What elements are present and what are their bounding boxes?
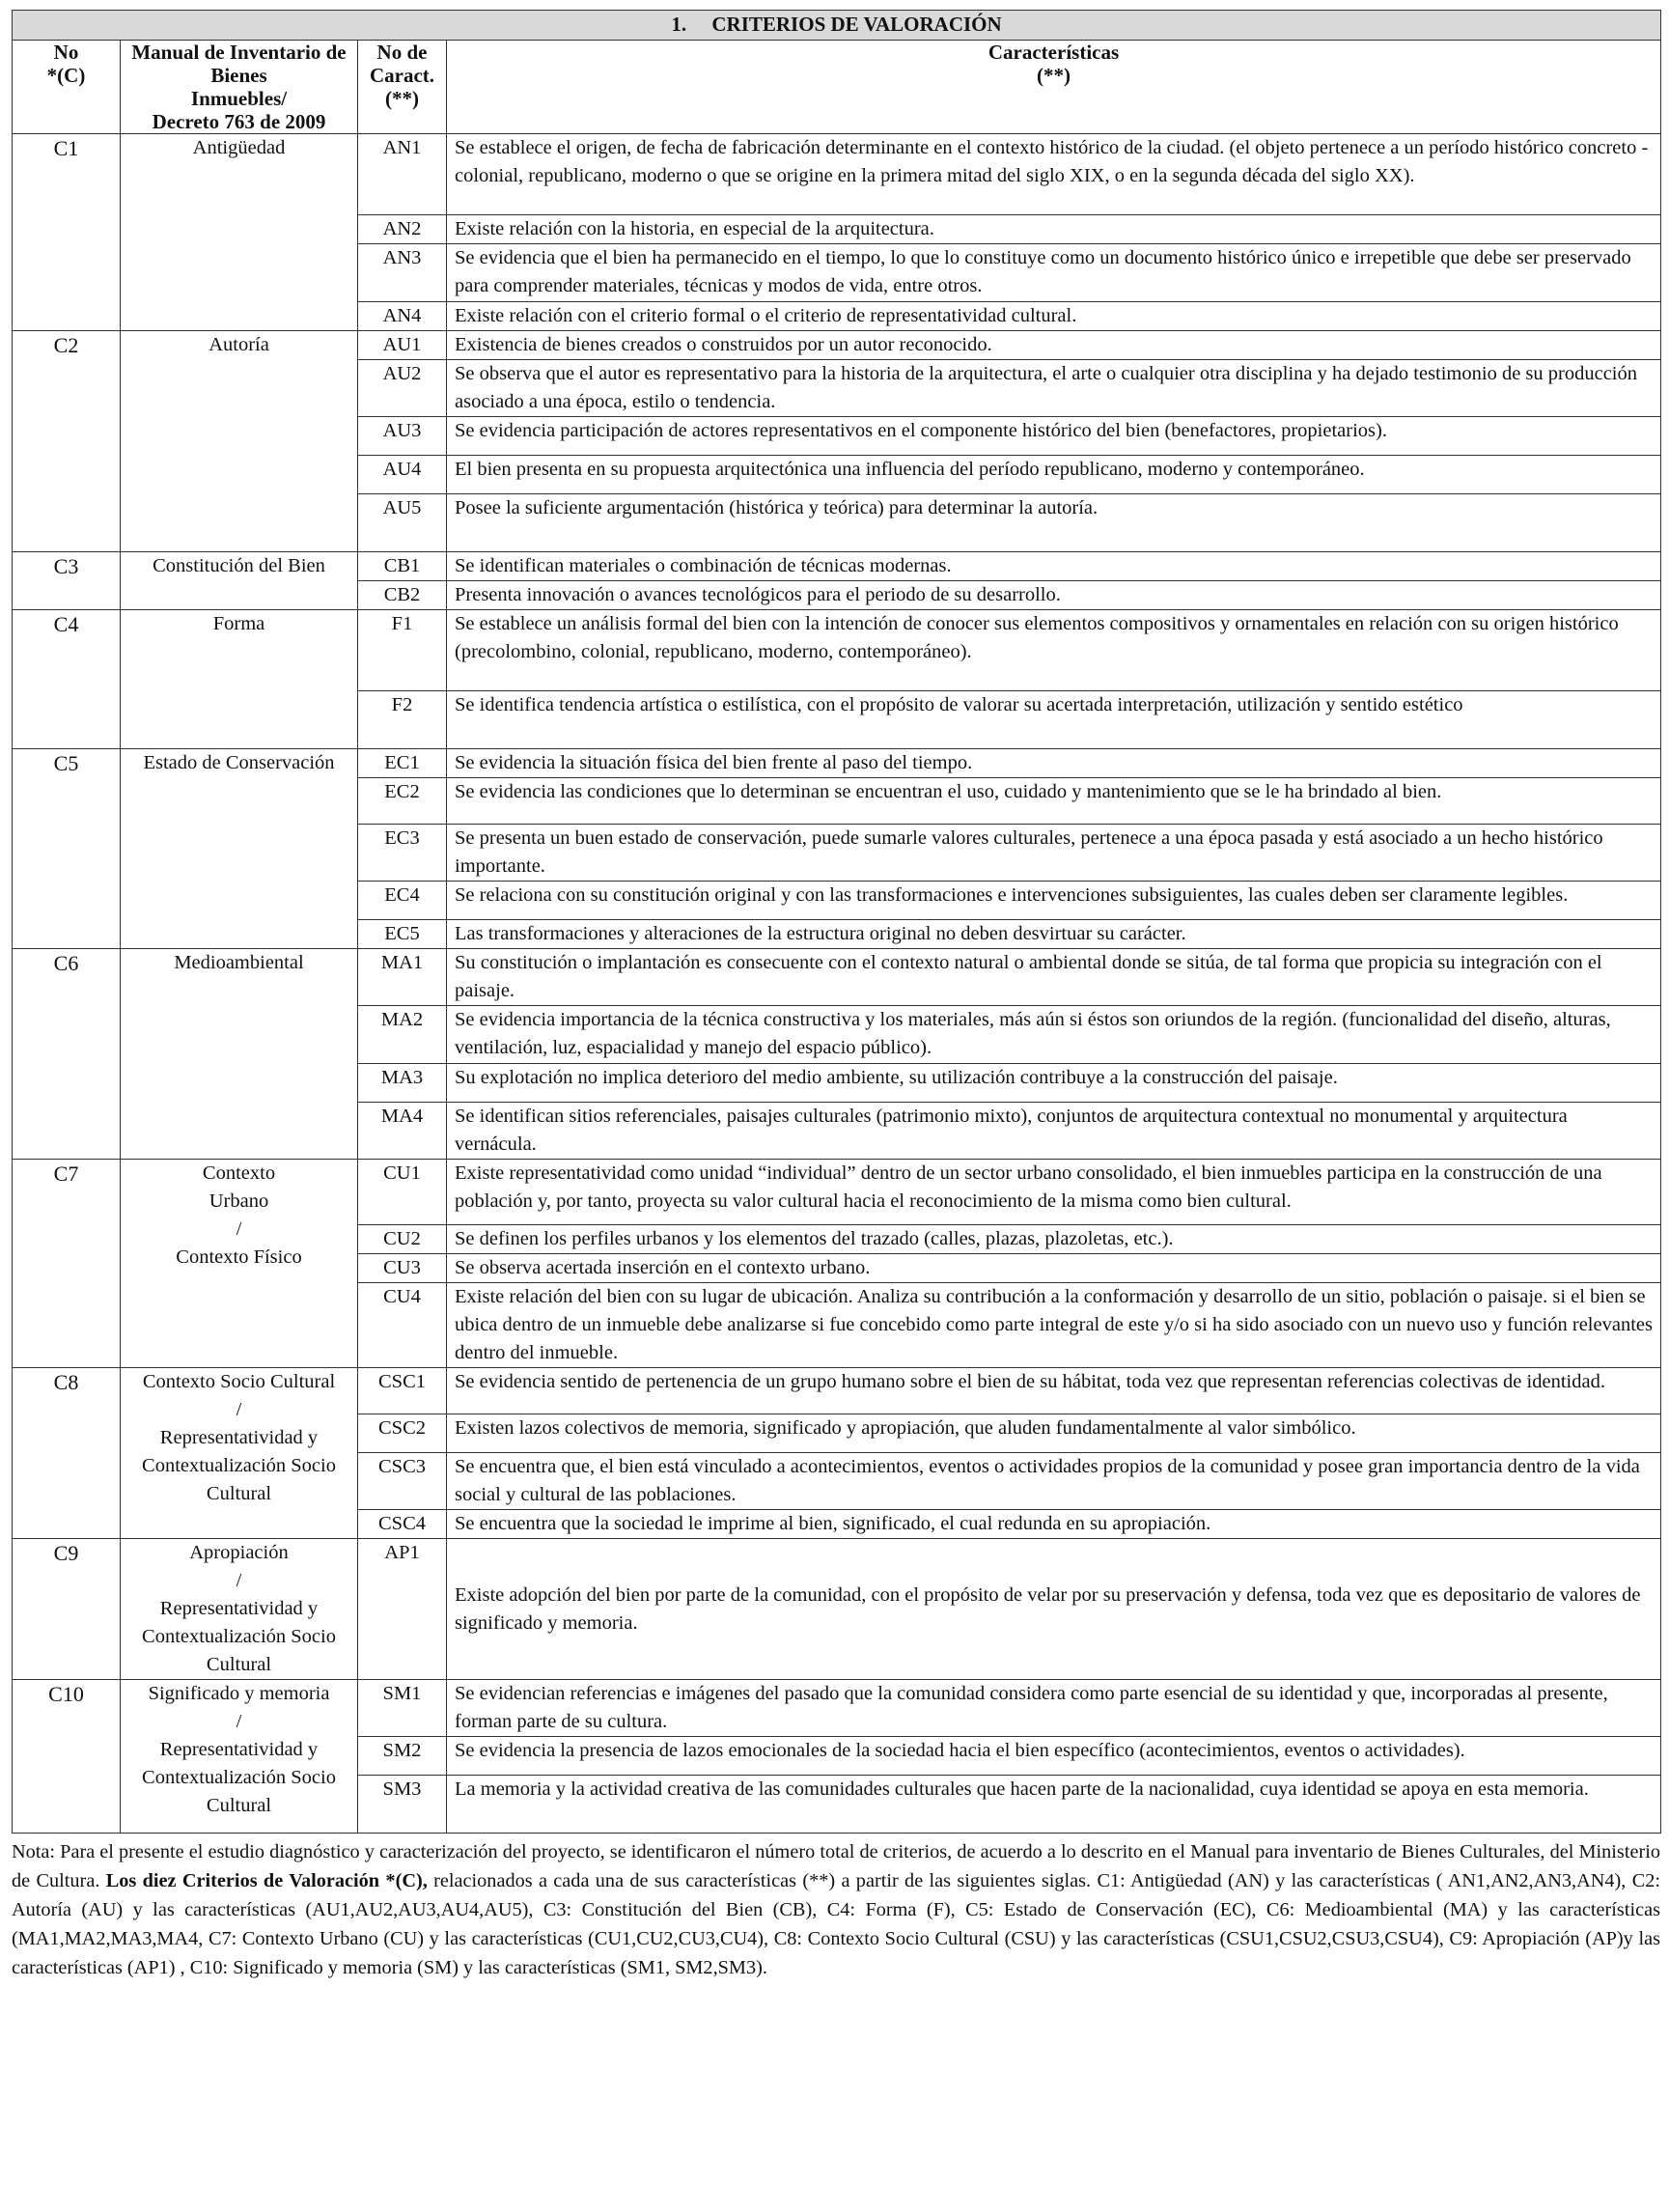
table-row [13,134,1661,215]
criterion-manual-line: Contextualización Socio Cultural [142,1455,336,1504]
header-no-line: *(C) [46,64,86,87]
characteristic-code: MA2 [358,1006,447,1064]
criterion-manual-line: Autoría [209,334,269,355]
criterion-manual-line: Significado y memoria [148,1683,330,1704]
criterion-manual-line: Representatividad y [159,1427,319,1448]
characteristic-description: Existe relación con el criterio formal o el criterio de representatividad cultural. [447,302,1661,331]
criterion-number: C2 [13,331,121,552]
criterion-manual-line: / [236,1218,242,1240]
criterion-manual-line: Constitución del Bien [153,555,325,576]
criterion-number: C9 [13,1539,121,1680]
criterion-manual-name [121,1680,358,1834]
characteristic-description: Se definen los perfiles urbanos y los elementos del trazado (calles, plazas, plazoletas, etc.). [447,1225,1661,1254]
characteristic-code: MA1 [358,949,447,1006]
table-row [13,610,1661,691]
criterion-manual-name [121,1539,358,1680]
characteristic-code: CU2 [358,1225,447,1254]
characteristic-description: Se evidencia participación de actores representativos en el componente histórico del bien (benefactores, propietarios). [447,417,1661,456]
characteristic-description: Se evidencia sentido de pertenencia de un grupo humano sobre el bien de su hábitat, toda vez que representan referencias colectivas de identidad. [447,1368,1661,1414]
characteristic-code: AN1 [358,134,447,215]
characteristic-description: Presenta innovación o avances tecnológicos para el periodo de su desarrollo. [447,581,1661,610]
characteristic-description: Se evidencian referencias e imágenes del pasado que la comunidad considera como parte esencial de su identidad y que, incorporadas al presente, forman parte de su cultura. [447,1680,1661,1737]
characteristic-description: Se encuentra que, el bien está vinculado a acontecimientos, eventos o actividades propios de la comunidad y posee gran importancia dentro de la vida social y cultural de las poblaciones. [447,1453,1661,1510]
characteristic-code: CB1 [358,552,447,581]
characteristic-description: Existe relación del bien con su lugar de ubicación. Analiza su contribución a la conformación y desarrollo de un sitio, población o paisaje. si el bien se ubica dentro de un inmueble debe analizarse si fue concebido como parte integral de este y/o si ha sido asociado con un nuevo uso y función relevantes dentro del inmueble. [447,1283,1661,1368]
criterion-manual-name [121,749,358,949]
criterion-manual-line: Urbano [209,1190,269,1212]
characteristic-description: Se establece el origen, de fecha de fabricación determinante en el contexto histórico de la ciudad. (el objeto pertenece a un período histórico concreto - colonial, republicano, moderno o que se origine en la primera mitad del siglo XIX, o en la segunda década del siglo XX). [447,134,1661,215]
criterion-manual-name [121,134,358,331]
characteristic-code: AU5 [358,494,447,552]
characteristic-code: AU1 [358,331,447,360]
note-bold-text: Los diez Criterios de Valoración *(C), [105,1870,428,1891]
characteristic-code: EC1 [358,749,447,778]
characteristic-code: AN4 [358,302,447,331]
characteristic-description: El bien presenta en su propuesta arquitectónica una influencia del período republicano, moderno y contemporáneo. [447,456,1661,494]
characteristic-code: EC2 [358,778,447,825]
header-char-line: (**) [1037,64,1071,87]
characteristic-code: CB2 [358,581,447,610]
criterion-number: C6 [13,949,121,1160]
characteristic-code: SM2 [358,1737,447,1776]
criterion-number: C7 [13,1160,121,1368]
characteristic-description: Se presenta un buen estado de conservación, puede sumarle valores culturales, pertenece a una época pasada y está asociado a un hecho histórico importante. [447,825,1661,882]
characteristic-code: AP1 [358,1539,447,1680]
characteristic-description: Existe relación con la historia, en especial de la arquitectura. [447,215,1661,244]
characteristic-description: Se encuentra que la sociedad le imprime al bien, significado, el cual redunda en su apropiación. [447,1510,1661,1539]
header-code-line: No de [376,41,428,64]
characteristic-description: Su constitución o implantación es consecuente con el contexto natural o ambiental donde se sitúa, de tal forma que propicia su integración con el paisaje. [447,949,1661,1006]
header-code [358,41,447,134]
characteristic-code: CSC3 [358,1453,447,1510]
characteristic-code: SM3 [358,1776,447,1834]
header-no [13,41,121,134]
table-title: 1. CRITERIOS DE VALORACIÓN [13,11,1661,41]
characteristic-code: EC5 [358,920,447,949]
criterion-number: C1 [13,134,121,331]
characteristic-description: Su explotación no implica deterioro del medio ambiente, su utilización contribuye a la construcción del paisaje. [447,1064,1661,1103]
characteristic-code: CU4 [358,1283,447,1368]
criterion-number: C10 [13,1680,121,1834]
criterion-manual-line: Estado de Conservación [143,752,335,773]
criterion-manual-line: Contextualización Socio Cultural [142,1767,336,1816]
criterion-manual-name [121,949,358,1160]
criterion-manual-line: / [236,1570,242,1591]
characteristic-description: Se relaciona con su constitución original y con las transformaciones e intervenciones subsiguientes, las cuales deben ser claramente legibles. [447,882,1661,920]
table-row [13,1539,1661,1680]
criterion-manual-line: Representatividad y [159,1598,319,1619]
criterion-manual-name [121,1368,358,1539]
characteristic-description: Se evidencia la situación física del bien frente al paso del tiempo. [447,749,1661,778]
criterion-manual-name [121,331,358,552]
criterion-number: C5 [13,749,121,949]
characteristic-description: Se evidencia importancia de la técnica constructiva y los materiales, más aún si éstos son oriundos de la región. (funcionalidad del diseño, alturas, ventilación, luz, espacialidad y manejo del espacio público). [447,1006,1661,1064]
characteristic-code: CU1 [358,1160,447,1225]
table-row [13,949,1661,1006]
characteristic-code: EC3 [358,825,447,882]
table-title-row [13,11,1661,41]
characteristic-description: La memoria y la actividad creativa de las comunidades culturales que hacen parte de la nacionalidad, cuya identidad se apoya en esta memoria. [447,1776,1661,1834]
header-manual-line: Inmuebles/ [190,87,288,110]
characteristic-description: Se identifican materiales o combinación de técnicas modernas. [447,552,1661,581]
characteristic-code: AU2 [358,360,447,417]
table-row [13,1680,1661,1737]
header-char-line: Características [987,41,1120,64]
criterion-number: C8 [13,1368,121,1539]
characteristic-description: Se evidencia la presencia de lazos emocionales de la sociedad hacia el bien específico (acontecimientos, eventos o actividades). [447,1737,1661,1776]
criteria-body [13,134,1661,1834]
characteristic-code: CSC1 [358,1368,447,1414]
characteristic-code: CSC4 [358,1510,447,1539]
characteristic-code: CSC2 [358,1414,447,1453]
characteristic-description: Se evidencia las condiciones que lo determinan se encuentran el uso, cuidado y mantenimiento que se le ha brindado al bien. [447,778,1661,825]
header-code-line: (**) [385,87,419,110]
header-no-line: No [53,41,79,64]
criterion-manual-line: Representatividad y [159,1739,319,1760]
characteristic-description: Existen lazos colectivos de memoria, significado y apropiación, que aluden fundamentalmente al valor simbólico. [447,1414,1661,1453]
characteristic-description: Se identifica tendencia artística o estilística, con el propósito de valorar su acertada interpretación, utilización y sentido estético [447,691,1661,749]
characteristic-description: Se establece un análisis formal del bien con la intención de conocer sus elementos compositivos y ornamentales en relación con su origen histórico (precolombino, colonial, republicano, moderno, contemporáneo). [447,610,1661,691]
characteristic-code: F1 [358,610,447,691]
criterion-manual-line: Contexto [202,1162,276,1184]
table-row [13,552,1661,581]
note-paragraph [12,1837,1660,1982]
criterion-number: C3 [13,552,121,610]
criterion-manual-name [121,552,358,610]
table-row [13,1368,1661,1414]
header-manual-line: Decreto 763 de 2009 [152,110,326,133]
criterion-manual-line: Antigüedad [192,137,286,158]
header-manual-line: Manual de Inventario de Bienes [131,41,347,87]
characteristic-description: Existe adopción del bien por parte de la comunidad, con el propósito de velar por su preservación y defensa, toda vez que es depositario de valores de significado y memoria. [447,1539,1661,1680]
characteristic-code: MA3 [358,1064,447,1103]
criterion-manual-line: Contexto Físico [176,1246,302,1268]
criteria-table [12,10,1661,1834]
characteristic-code: AU3 [358,417,447,456]
characteristic-description: Existe representatividad como unidad “individual” dentro de un sector urbano consolidado, el bien inmuebles participa en la construcción de una población y, por tanto, proyecta su valor cultural hacia el reconocimiento de la misma como bien cultural. [447,1160,1661,1225]
criterion-manual-line: Contexto Socio Cultural [142,1371,336,1392]
characteristic-description: Se observa que el autor es representativo para la historia de la arquitectura, el arte o cualquier otra disciplina y ha dejado testimonio de su producción asociado a una época, estilo o tendencia. [447,360,1661,417]
criterion-manual-line: / [236,1711,242,1732]
criterion-manual-name [121,610,358,749]
characteristic-code: AN2 [358,215,447,244]
characteristic-code: AN3 [358,244,447,302]
note-text-continued: relacionados a cada una de sus características (**) a partir de las siguientes siglas. C1: Antigüedad (AN) y las características ( AN1,AN2,AN3,AN4), C2: Autoría (AU) y las características (AU1,AU2,AU3,AU4,AU5), C3: Constitución del Bien (CB), C4: Forma (F), C5: Estado de Conservación (EC), C6: Medioambiental (MA) y las características (MA1,MA2,MA3,MA4, C7: Contexto Urbano (CU) y las características (CU1,CU2,CU3,CU4), C8: Contexto Socio Cultural (CSU) y las características (CSU1,CSU2,CSU3,CSU4), C9: Apropiación (AP)y las características (AP1) , C10: Significado y memoria (SM) y las características (SM1, SM2,SM3). [12,1870,1661,1978]
characteristic-code: EC4 [358,882,447,920]
table-row [13,749,1661,778]
characteristic-description: Se observa acertada inserción en el contexto urbano. [447,1254,1661,1283]
document [12,10,1660,1982]
characteristic-code: CU3 [358,1254,447,1283]
criterion-number: C4 [13,610,121,749]
characteristic-code: AU4 [358,456,447,494]
header-code-line: Caract. [369,64,435,87]
characteristic-code: SM1 [358,1680,447,1737]
criterion-manual-line: Contextualización Socio Cultural [142,1626,336,1675]
header-characteristics [447,41,1661,134]
header-row [13,41,1661,134]
characteristic-description: Posee la suficiente argumentación (histórica y teórica) para determinar la autoría. [447,494,1661,552]
note-text: Nota: Para el presente el estudio diagnóstico y caracterización del proyecto, se identificaron el número total de criterios, de acuerdo a lo descrito en el Manual para inventario de Bienes Culturales, del Ministerio de Cultura. [12,1841,1660,1891]
characteristic-description: Se evidencia que el bien ha permanecido en el tiempo, lo que lo constituye como un documento histórico único e irrepetible que debe ser preservado para comprender materiales, técnicas y modos de vida, entre otros. [447,244,1661,302]
table-row [13,331,1661,360]
characteristic-code: MA4 [358,1103,447,1160]
criterion-manual-line: Medioambiental [174,952,304,973]
table-row [13,1160,1661,1225]
characteristic-code: F2 [358,691,447,749]
header-manual [121,41,358,134]
characteristic-description: Se identifican sitios referenciales, paisajes culturales (patrimonio mixto), conjuntos de arquitectura contextual no monumental y arquitectura vernácula. [447,1103,1661,1160]
characteristic-description: Existencia de bienes creados o construidos por un autor reconocido. [447,331,1661,360]
criterion-manual-line: Apropiación [189,1542,289,1563]
criterion-manual-line: / [236,1399,242,1420]
characteristic-description: Las transformaciones y alteraciones de la estructura original no deben desvirtuar su carácter. [447,920,1661,949]
criterion-manual-name [121,1160,358,1368]
criterion-manual-line: Forma [212,613,265,634]
